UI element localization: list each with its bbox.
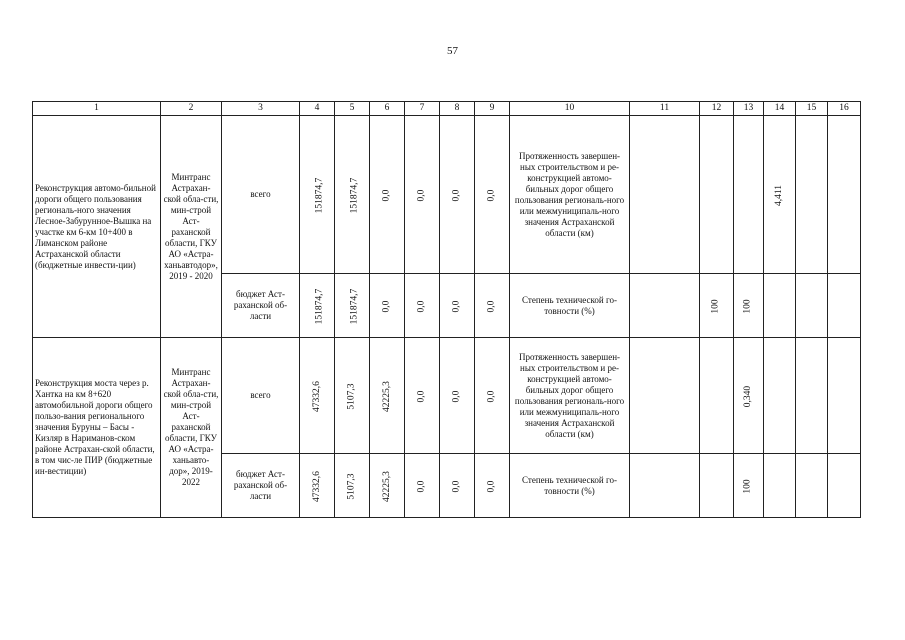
value-cell [734, 116, 764, 274]
cell-value: 0,0 [381, 189, 392, 201]
value-cell [828, 454, 861, 518]
value-cell [370, 338, 405, 454]
cell-value: 0,0 [416, 480, 427, 492]
value-cell [405, 116, 440, 274]
column-header: 5 [335, 102, 370, 116]
value-cell [475, 338, 510, 454]
indicator-name: Степень технической го-товности (%) [510, 274, 630, 338]
cell-value: 0,0 [381, 300, 392, 312]
cell-value: 100 [743, 298, 753, 314]
cell-value: 0,0 [486, 189, 497, 201]
column-header: 10 [510, 102, 630, 116]
cell-value: 0,0 [416, 390, 427, 402]
column-header: 16 [828, 102, 861, 116]
column-header: 15 [796, 102, 828, 116]
value-cell [700, 116, 734, 274]
project-name: Реконструкция автомо-бильной дороги общего пользования региональ-ного значения Лесное-Забурунное-Вышка на участке км 6-км 10+400 в Лиманском районе Астраханской области (бюджетные инвести-ции) [33, 116, 161, 338]
column-header: 4 [300, 102, 335, 116]
table-row [33, 116, 861, 274]
value-cell [405, 274, 440, 338]
cell-value: 0,0 [486, 390, 497, 402]
funding-source: всего [222, 116, 300, 274]
project-name: Реконструкция моста через р. Хантка на км 8+620 автомобильной дороги общего пользо-вания регионального значения Буруны – Басы - Кизляр в Нариманов-ском районе Астрахан-ской области, в том чис-ле ПИР (бюджетные ин-вестиции) [33, 338, 161, 518]
value-cell [335, 116, 370, 274]
indicator-name: Протяженность завершен-ных строительством и ре-конструкцией автомо-бильных дорог общего пользования региональ-ного или межмуниципаль-ного значения Астраханской области (км) [510, 116, 630, 274]
value-cell [440, 116, 475, 274]
cell-value: 0,0 [486, 480, 497, 492]
cell-value: 4,411 [774, 184, 784, 206]
value-cell [700, 338, 734, 454]
cell-value: 100 [743, 478, 753, 494]
cell-value: 47332,6 [311, 380, 322, 412]
funding-source: всего [222, 338, 300, 454]
column-header: 2 [161, 102, 222, 116]
cell-value: 151874,7 [314, 177, 325, 213]
funding-source: бюджет Аст-раханской об-ласти [222, 274, 300, 338]
cell-value: 151874,7 [349, 177, 360, 213]
value-cell [475, 454, 510, 518]
value-cell [700, 454, 734, 518]
program-table [32, 101, 861, 518]
value-cell [370, 116, 405, 274]
value-cell [335, 454, 370, 518]
value-cell [764, 338, 796, 454]
value-cell [300, 274, 335, 338]
cell-value: 151874,7 [349, 288, 360, 324]
value-cell [734, 274, 764, 338]
value-cell [828, 338, 861, 454]
value-cell [300, 116, 335, 274]
indicator-name: Степень технической го-товности (%) [510, 454, 630, 518]
column-header: 12 [700, 102, 734, 116]
column-number-row [33, 102, 861, 116]
table-row [33, 338, 861, 454]
cell-value: 0,0 [451, 300, 462, 312]
value-cell [764, 454, 796, 518]
cell-value: 42225,3 [381, 470, 392, 502]
funding-source: бюджет Аст-раханской об-ласти [222, 454, 300, 518]
column-header: 1 [33, 102, 161, 116]
cell-value: 0,0 [451, 189, 462, 201]
column-header: 6 [370, 102, 405, 116]
value-cell [734, 338, 764, 454]
value-cell [405, 338, 440, 454]
project-executor: Минтранс Астрахан-ской обла-сти, мин-строй Аст-раханской области, ГКУ АО «Астра-ханьавтодор», 2019 - 2020 [161, 116, 222, 338]
column-header: 9 [475, 102, 510, 116]
value-cell [370, 274, 405, 338]
value-cell [734, 454, 764, 518]
cell-value: 47332,6 [311, 470, 322, 502]
value-cell [475, 116, 510, 274]
cell-value: 0,0 [416, 300, 427, 312]
cell-value: 42225,3 [381, 380, 392, 412]
column-header: 11 [630, 102, 700, 116]
value-cell [796, 454, 828, 518]
value-cell [630, 116, 700, 274]
value-cell [630, 274, 700, 338]
column-header: 7 [405, 102, 440, 116]
value-cell [828, 274, 861, 338]
value-cell [700, 274, 734, 338]
cell-value: 5107,3 [346, 382, 357, 410]
cell-value: 151874,7 [314, 288, 325, 324]
column-header: 14 [764, 102, 796, 116]
cell-value: 0,0 [451, 480, 462, 492]
value-cell [440, 454, 475, 518]
cell-value: 0,0 [416, 189, 427, 201]
value-cell [405, 454, 440, 518]
value-cell [440, 274, 475, 338]
project-executor: Минтранс Астрахан-ской обла-сти, мин-строй Аст-раханской области, ГКУ АО «Астра-ханьавто-дор», 2019-2022 [161, 338, 222, 518]
column-header: 13 [734, 102, 764, 116]
value-cell [630, 338, 700, 454]
value-cell [300, 338, 335, 454]
indicator-name: Протяженность завершен-ных строительством и ре-конструкцией автомо-бильных дорог общего пользования региональ-ного или межмуниципаль-ного значения Астраханской области (км) [510, 338, 630, 454]
column-header: 3 [222, 102, 300, 116]
value-cell [335, 274, 370, 338]
value-cell [764, 116, 796, 274]
value-cell [764, 274, 796, 338]
cell-value: 0,0 [451, 390, 462, 402]
column-header: 8 [440, 102, 475, 116]
cell-value: 0,0 [486, 300, 497, 312]
value-cell [475, 274, 510, 338]
value-cell [796, 116, 828, 274]
value-cell [300, 454, 335, 518]
value-cell [630, 454, 700, 518]
value-cell [335, 338, 370, 454]
value-cell [440, 338, 475, 454]
value-cell [370, 454, 405, 518]
value-cell [828, 116, 861, 274]
value-cell [796, 274, 828, 338]
cell-value: 0,340 [743, 385, 753, 407]
cell-value: 5107,3 [346, 472, 357, 500]
cell-value: 100 [711, 298, 721, 314]
value-cell [796, 338, 828, 454]
page-number: 57 [447, 45, 458, 57]
